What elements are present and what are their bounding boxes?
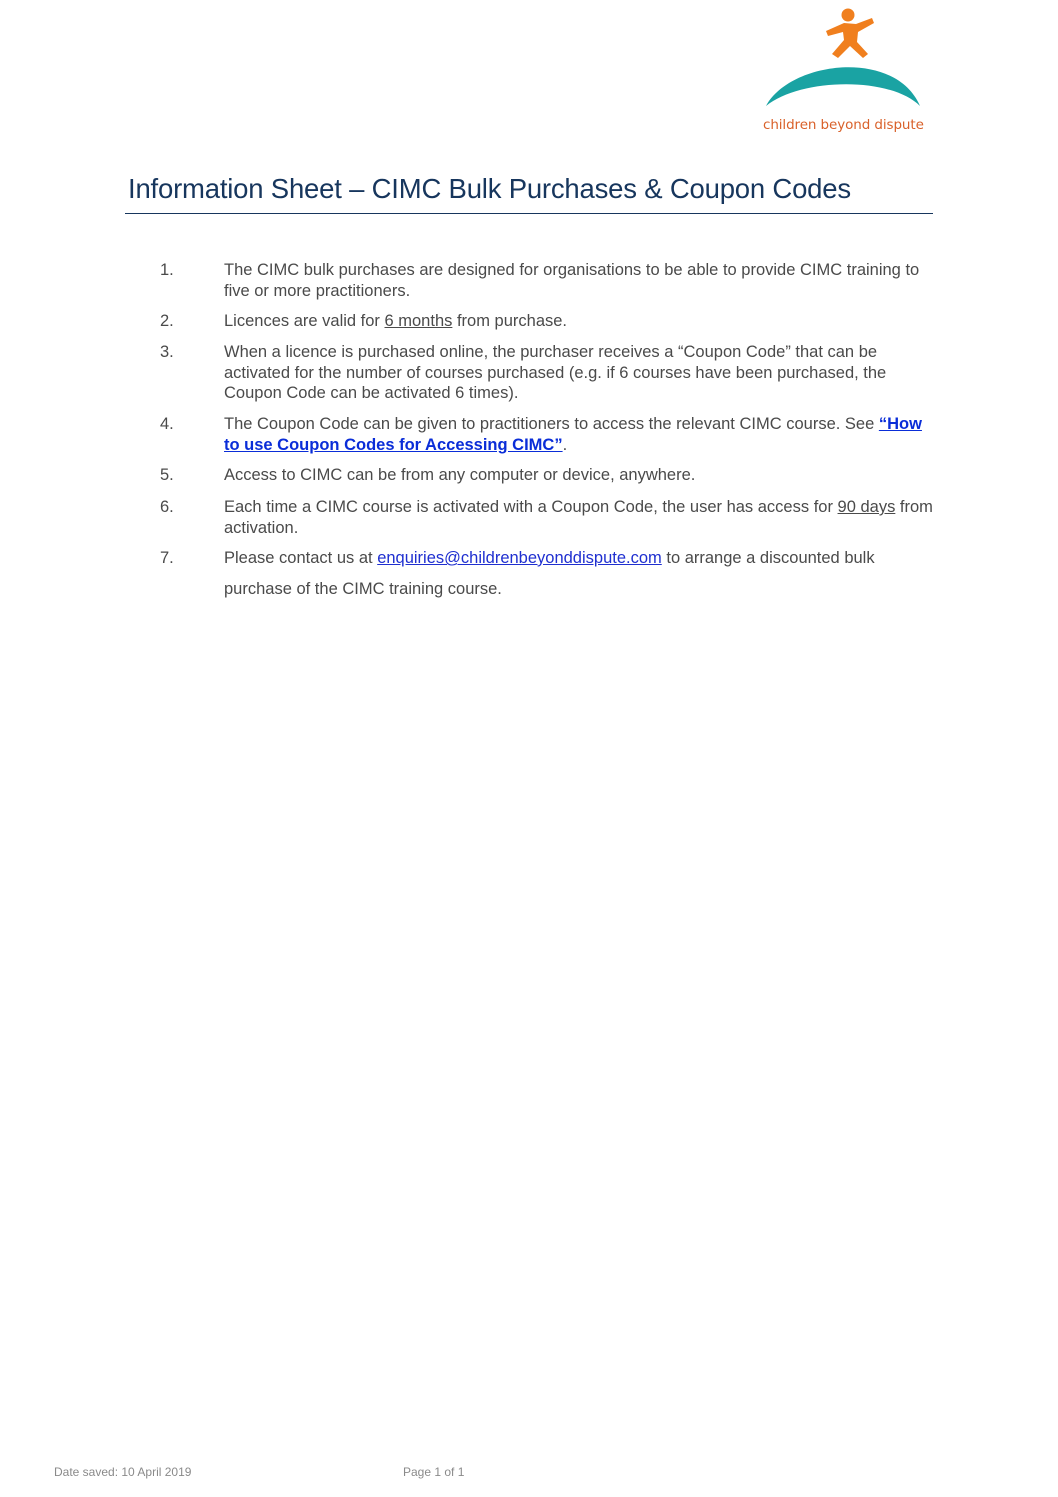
children-beyond-dispute-logo-icon: [760, 6, 930, 116]
item-text: [224, 311, 936, 332]
page-title: Information Sheet – CIMC Bulk Purchases & Coupon Codes: [128, 173, 851, 204]
logo: [760, 6, 930, 136]
item-number: 3.: [160, 343, 174, 361]
item-text-before: Licences are valid for: [224, 312, 385, 330]
item-text: When a licence is purchased online, the purchaser receives a “Coupon Code” that can be activated for the number of courses purchased (e.g. if 6 courses have been purchased, the Coupon Code can be activated 6 times).: [224, 343, 887, 402]
item-text-after: from purchase.: [452, 312, 568, 330]
item-number: 4.: [160, 415, 174, 433]
underlined-term: 90 days: [837, 498, 896, 516]
item-number: 7.: [160, 549, 174, 567]
item-text-after: to arrange a discounted bulk purchase of the CIMC training course.: [224, 549, 875, 598]
title-divider: [125, 213, 933, 214]
item-text-before: Each time a CIMC course is activated with a Coupon Code, the user has access for: [224, 498, 838, 516]
coupon-codes-guide-link[interactable]: “How to use Coupon Codes for Accessing CIMC”: [224, 415, 922, 454]
underlined-term: 6 months: [384, 312, 453, 330]
item-text-after: from activation.: [224, 498, 933, 537]
item-text: The CIMC bulk purchases are designed for organisations to be able to provide CIMC training to five or more practitioners.: [224, 261, 920, 300]
item-text-before: Please contact us at: [224, 549, 378, 567]
item-text-after: .: [562, 435, 568, 454]
item-text-before: The Coupon Code can be given to practitioners to access the relevant CIMC course. See: [224, 415, 879, 433]
item-text: [224, 414, 936, 455]
logo-text: children beyond dispute: [763, 117, 924, 133]
item-number: 5.: [160, 466, 174, 484]
item-number: 2.: [160, 312, 174, 330]
item-text: [224, 497, 936, 538]
item-text: [224, 543, 936, 605]
footer-page-number: Page 1 of 1: [403, 1465, 465, 1479]
email-link[interactable]: enquiries@childrenbeyonddispute.com: [377, 549, 662, 567]
footer-date-saved: Date saved: 10 April 2019: [54, 1465, 192, 1479]
item-number: 1.: [160, 261, 174, 279]
item-text: Access to CIMC can be from any computer or device, anywhere.: [224, 466, 696, 484]
item-number: 6.: [160, 498, 174, 516]
